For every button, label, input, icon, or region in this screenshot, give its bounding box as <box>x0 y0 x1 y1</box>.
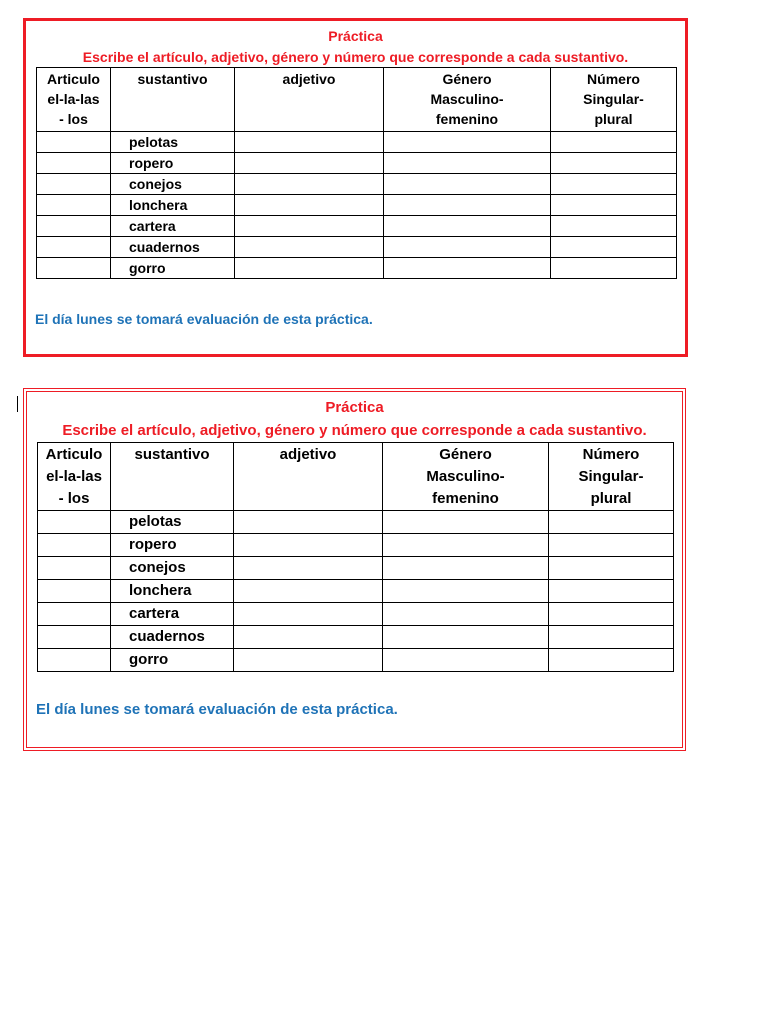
table-row <box>38 580 674 603</box>
articulo-cell[interactable] <box>37 237 111 258</box>
header-line: Número <box>582 446 640 463</box>
header-line: Singular- <box>583 91 644 107</box>
genero-cell[interactable] <box>384 132 551 153</box>
worksheet-instructions: Escribe el artículo, adjetivo, género y número que corresponde a cada sustantivo. <box>62 422 647 439</box>
worksheet-instructions: Escribe el artículo, adjetivo, género y número que corresponde a cada sustantivo. <box>82 49 629 65</box>
articulo-cell[interactable] <box>38 557 111 580</box>
header-line: el-la-las <box>47 91 100 107</box>
worksheet-card-1 <box>23 18 688 357</box>
numero-cell[interactable] <box>549 580 674 603</box>
adjetivo-cell[interactable] <box>234 557 383 580</box>
table-row <box>38 511 674 534</box>
genero-cell[interactable] <box>384 153 551 174</box>
header-articulo <box>37 68 111 132</box>
header-line: Género <box>439 446 492 463</box>
evaluation-note: El día lunes se tomará evaluación de esta práctica. <box>36 701 398 718</box>
table-row <box>38 534 674 557</box>
noun-cell: cartera <box>111 603 234 626</box>
articulo-cell[interactable] <box>37 153 111 174</box>
genero-cell[interactable] <box>383 557 549 580</box>
adjetivo-cell[interactable] <box>235 174 384 195</box>
numero-cell[interactable] <box>549 626 674 649</box>
header-genero <box>383 443 549 511</box>
header-line: adjetivo <box>282 71 336 87</box>
noun-cell: cuadernos <box>111 237 235 258</box>
header-line: femenino <box>432 490 499 507</box>
noun-cell: ropero <box>111 153 235 174</box>
adjetivo-cell[interactable] <box>235 216 384 237</box>
numero-cell[interactable] <box>549 649 674 672</box>
articulo-cell[interactable] <box>37 195 111 216</box>
worksheet-title: Práctica <box>328 28 383 44</box>
adjetivo-cell[interactable] <box>234 626 383 649</box>
numero-cell[interactable] <box>549 534 674 557</box>
table-row <box>37 174 677 195</box>
numero-cell[interactable] <box>551 153 677 174</box>
articulo-cell[interactable] <box>38 626 111 649</box>
noun-cell: ropero <box>111 534 234 557</box>
header-line: Articulo <box>47 71 100 87</box>
noun-cell: gorro <box>111 258 235 279</box>
header-line: el-la-las <box>46 468 102 485</box>
articulo-cell[interactable] <box>37 132 111 153</box>
header-line: Género <box>442 71 492 87</box>
noun-cell: lonchera <box>111 195 235 216</box>
articulo-cell[interactable] <box>38 534 111 557</box>
genero-cell[interactable] <box>383 580 549 603</box>
genero-cell[interactable] <box>383 511 549 534</box>
header-line: adjetivo <box>279 446 337 463</box>
header-line: sustantivo <box>137 71 208 87</box>
genero-cell[interactable] <box>384 174 551 195</box>
header-line: femenino <box>435 111 499 127</box>
adjetivo-cell[interactable] <box>235 153 384 174</box>
header-line: Masculino- <box>430 91 504 107</box>
table-header-row <box>37 68 677 132</box>
noun-cell: conejos <box>111 174 235 195</box>
header-articulo <box>38 443 111 511</box>
table-row <box>37 237 677 258</box>
header-line: Articulo <box>45 446 103 463</box>
header-line: Masculino- <box>426 468 505 485</box>
header-numero <box>551 68 677 132</box>
header-adjetivo <box>235 68 384 132</box>
articulo-cell[interactable] <box>38 649 111 672</box>
adjetivo-cell[interactable] <box>234 534 383 557</box>
worksheet-card-2 <box>23 388 686 751</box>
numero-cell[interactable] <box>551 216 677 237</box>
genero-cell[interactable] <box>383 603 549 626</box>
adjetivo-cell[interactable] <box>235 195 384 216</box>
articulo-cell[interactable] <box>38 580 111 603</box>
table-row <box>38 557 674 580</box>
genero-cell[interactable] <box>384 216 551 237</box>
adjetivo-cell[interactable] <box>235 132 384 153</box>
worksheet-title: Práctica <box>325 399 384 416</box>
header-sustantivo <box>111 443 234 511</box>
worksheet-table <box>37 442 674 672</box>
noun-cell: conejos <box>111 557 234 580</box>
adjetivo-cell[interactable] <box>235 237 384 258</box>
header-line: plural <box>590 490 632 507</box>
header-numero <box>549 443 674 511</box>
articulo-cell[interactable] <box>38 603 111 626</box>
header-line: - los <box>58 490 90 507</box>
header-genero <box>384 68 551 132</box>
header-line: plural <box>594 111 633 127</box>
noun-cell: cartera <box>111 216 235 237</box>
table-row <box>37 195 677 216</box>
header-line: Número <box>587 71 640 87</box>
table-row <box>38 649 674 672</box>
header-line: - los <box>59 111 88 127</box>
articulo-cell[interactable] <box>37 216 111 237</box>
genero-cell[interactable] <box>384 237 551 258</box>
noun-cell: gorro <box>111 649 234 672</box>
numero-cell[interactable] <box>551 237 677 258</box>
table-row <box>38 626 674 649</box>
genero-cell[interactable] <box>384 195 551 216</box>
noun-cell: pelotas <box>111 511 234 534</box>
table-row <box>37 216 677 237</box>
numero-cell[interactable] <box>549 603 674 626</box>
header-adjetivo <box>234 443 383 511</box>
adjetivo-cell[interactable] <box>234 511 383 534</box>
genero-cell[interactable] <box>383 649 549 672</box>
table-row <box>37 153 677 174</box>
genero-cell[interactable] <box>383 626 549 649</box>
table-row <box>37 258 677 279</box>
text-cursor <box>17 396 18 412</box>
table-header-row <box>38 443 674 511</box>
adjetivo-cell[interactable] <box>234 649 383 672</box>
genero-cell[interactable] <box>383 534 549 557</box>
adjetivo-cell[interactable] <box>234 603 383 626</box>
articulo-cell[interactable] <box>37 174 111 195</box>
noun-cell: pelotas <box>111 132 235 153</box>
numero-cell[interactable] <box>551 195 677 216</box>
numero-cell[interactable] <box>549 557 674 580</box>
numero-cell[interactable] <box>551 174 677 195</box>
numero-cell[interactable] <box>551 132 677 153</box>
articulo-cell[interactable] <box>37 258 111 279</box>
adjetivo-cell[interactable] <box>234 580 383 603</box>
header-line: Singular- <box>578 468 644 485</box>
worksheet-table <box>36 67 677 279</box>
header-line: sustantivo <box>134 446 210 463</box>
header-sustantivo <box>111 68 235 132</box>
noun-cell: lonchera <box>111 580 234 603</box>
articulo-cell[interactable] <box>38 511 111 534</box>
numero-cell[interactable] <box>549 511 674 534</box>
adjetivo-cell[interactable] <box>235 258 384 279</box>
table-row <box>38 603 674 626</box>
noun-cell: cuadernos <box>111 626 234 649</box>
evaluation-note: El día lunes se tomará evaluación de esta práctica. <box>35 311 373 327</box>
numero-cell[interactable] <box>551 258 677 279</box>
genero-cell[interactable] <box>384 258 551 279</box>
table-row <box>37 132 677 153</box>
